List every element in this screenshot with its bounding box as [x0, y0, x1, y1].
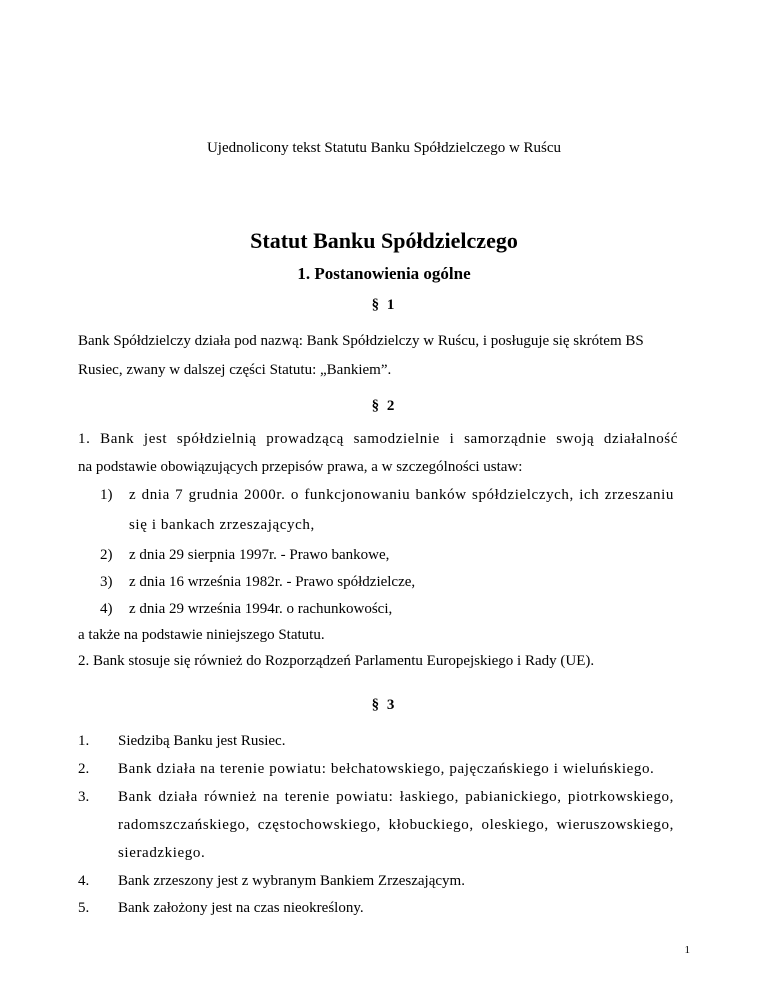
p3-item-3-line-3: sieradzkiego. [118, 845, 206, 861]
paragraph-1-line-1: Bank Spółdzielczy działa pod nazwą: Bank Spółdzielczy w Ruścu, i posługuje się skrótem BS [78, 333, 644, 349]
paragraph-mark-1: § 1 [371, 297, 397, 313]
p3-item-2: Bank działa na terenie powiatu: bełchatowskiego, pajęczańskiego i wieluńskiego. [118, 761, 655, 777]
paragraph-1-line-2: Rusiec, zwany w dalszej części Statutu: „Bankiem”. [78, 362, 392, 378]
p3-item-4: Bank zrzeszony jest z wybranym Bankiem Zrzeszającym. [118, 873, 465, 889]
document-header: Ujednolicony tekst Statutu Banku Spółdzielczego w Ruścu [206, 140, 562, 156]
p3-item-1: Siedzibą Banku jest Rusiec. [118, 733, 286, 749]
list-item-number: 5. [78, 900, 90, 916]
paragraph-mark-3: § 3 [371, 697, 397, 713]
list-item-3: z dnia 16 września 1982r. - Prawo spółdzielcze, [129, 574, 416, 590]
paragraph-mark-2: § 2 [371, 398, 397, 414]
p3-item-3-line-1: Bank działa również na terenie powiatu: łaskiego, pabianickiego, piotrkowskiego, [118, 789, 674, 805]
list-item-2: z dnia 29 sierpnia 1997r. - Prawo bankowe, [129, 547, 390, 563]
paragraph-2-line-2: na podstawie obowiązujących przepisów prawa, a w szczególności ustaw: [78, 459, 523, 475]
list-item-number: 4. [78, 873, 90, 889]
p3-item-5: Bank założony jest na czas nieokreślony. [118, 900, 364, 916]
list-item-1-line-1: z dnia 7 grudnia 2000r. o funkcjonowaniu banków spółdzielczych, ich zrzeszaniu [129, 487, 674, 503]
section-heading: 1. Postanowienia ogólne [297, 264, 471, 283]
paragraph-2-line-1: 1. Bank jest spółdzielnią prowadzącą samodzielnie i samorządnie swoją działalność [78, 431, 678, 447]
list-item-number: 2. [78, 761, 90, 777]
list-item-4: z dnia 29 września 1994r. o rachunkowości, [129, 601, 393, 617]
list-item-number: 1. [78, 733, 90, 749]
list-item-1-line-2: się i bankach zrzeszających, [129, 517, 315, 533]
list-item-number: 3. [78, 789, 90, 805]
document-title: Statut Banku Spółdzielczego [250, 228, 518, 253]
page-number: 1 [684, 944, 690, 956]
paragraph-2-closing: a także na podstawie niniejszego Statutu. [78, 627, 325, 643]
paragraph-2-point-2: 2. Bank stosuje się również do Rozporządzeń Parlamentu Europejskiego i Rady (UE). [78, 653, 595, 669]
p3-item-3-line-2: radomszczańskiego, częstochowskiego, kłobuckiego, oleskiego, wieruszowskiego, [118, 817, 674, 833]
list-item-number: 2) [100, 547, 113, 563]
list-item-number: 4) [100, 601, 113, 617]
list-item-number: 3) [100, 574, 113, 590]
list-item-number: 1) [100, 487, 113, 503]
